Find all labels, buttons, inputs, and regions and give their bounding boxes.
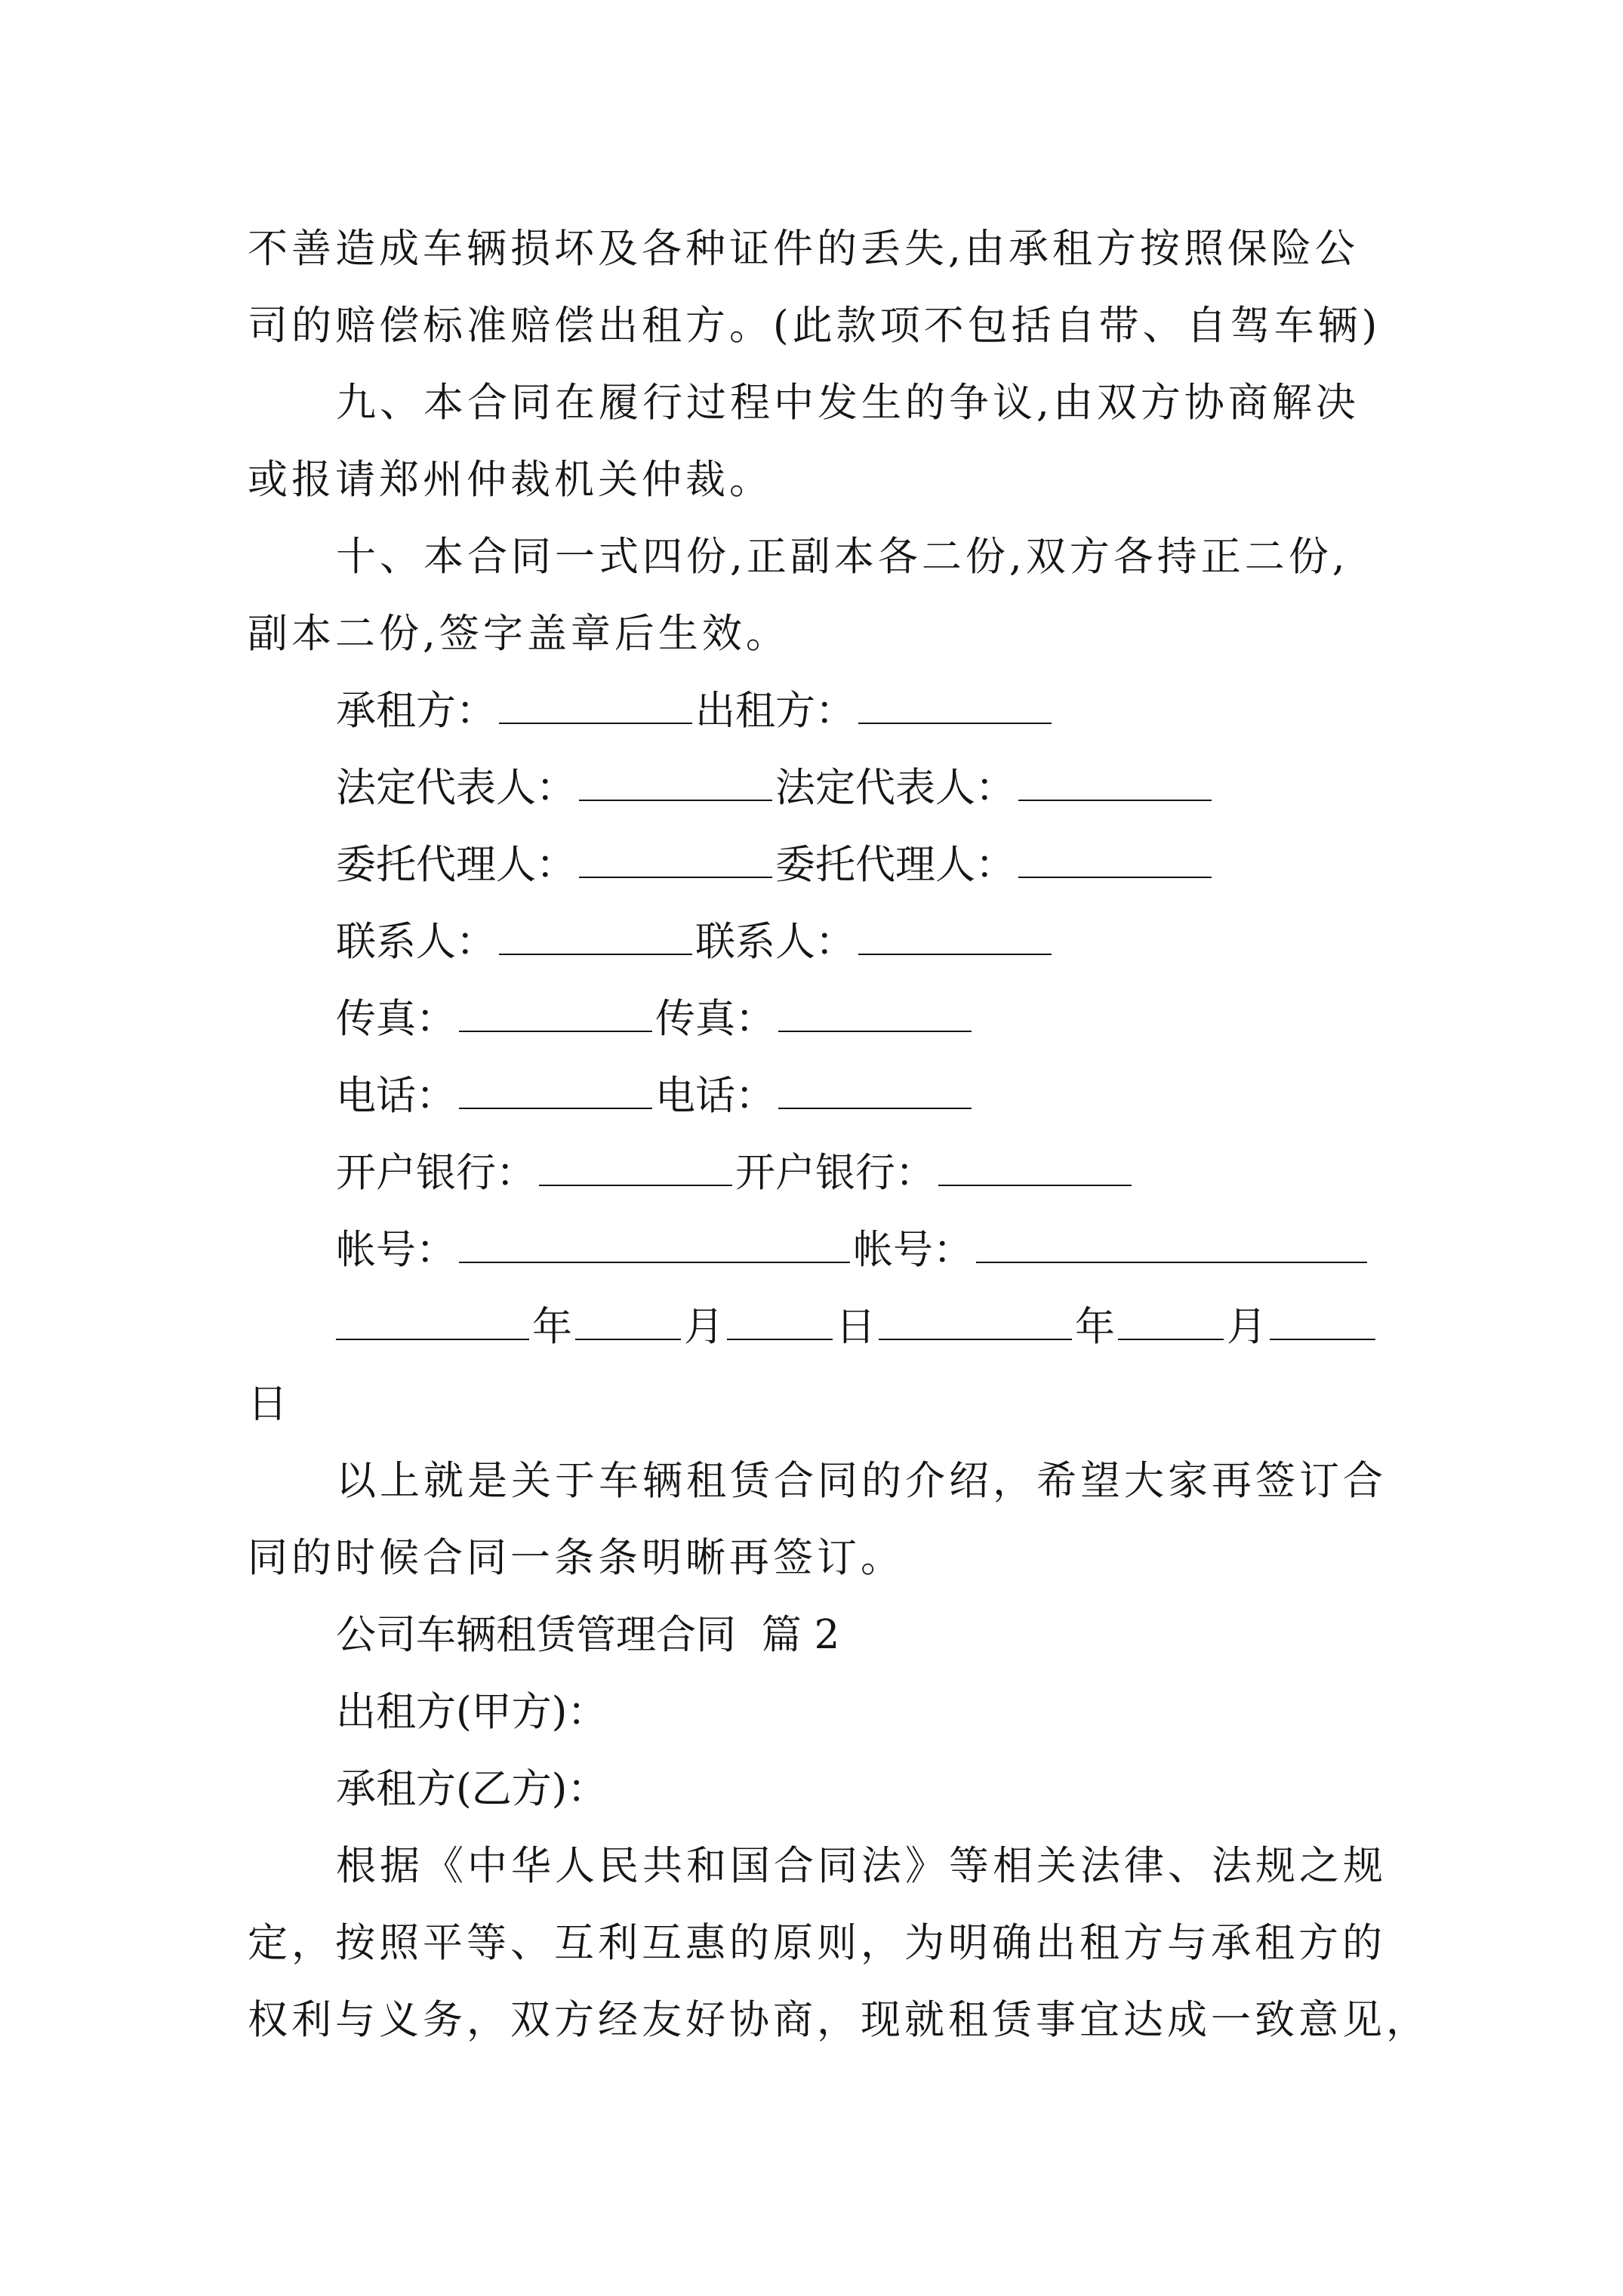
month-label: 月 [684,1304,724,1350]
account-label: 帐号： [853,1227,973,1273]
lessee-label: 承租方： [336,688,496,734]
fax-label: 传真： [336,996,456,1042]
section-title: 公司车辆租赁管理合同 篇 2 [336,1612,840,1658]
clause-nine-line: 或报请郑州仲裁机关仲裁。 [248,457,773,503]
month-label: 月 [1227,1304,1267,1350]
paragraph-line: 不善造成车辆损坏及各种证件的丢失,由承租方按照保险公 [248,226,1359,272]
account-label: 帐号： [336,1227,456,1273]
clause-ten-line: 十、本合同一式四份,正副本各二份,双方各持正二份, [336,534,1349,580]
signature-row-fax [336,989,975,1049]
contact-label: 联系人： [336,919,496,965]
closing-line: 以上就是关于车辆租赁合同的介绍，希望大家再签订合 [336,1458,1387,1504]
fax-blank[interactable] [778,990,972,1032]
contact-label: 联系人： [695,919,855,965]
legal-rep-blank[interactable] [579,759,772,801]
legal-rep-label: 法定代表人： [775,765,1015,811]
fax-blank[interactable] [459,990,652,1032]
bank-blank[interactable] [938,1144,1132,1186]
phone-label: 电话： [336,1073,456,1119]
agent-blank[interactable] [579,836,772,878]
year-blank[interactable] [336,1298,529,1340]
signature-row-account [336,1220,1370,1281]
agent-label: 委托代理人： [336,842,576,888]
contact-blank[interactable] [858,913,1052,955]
year-label: 年 [1075,1304,1115,1350]
contact-blank[interactable] [499,913,692,955]
legal-rep-label: 法定代表人： [336,765,576,811]
bank-label: 开户银行： [336,1150,536,1196]
signature-row-agent [336,835,1215,895]
phone-blank[interactable] [459,1067,652,1109]
signature-row-bank [336,1143,1135,1203]
fax-label: 传真： [655,996,775,1042]
intro-line: 根据《中华人民共和国合同法》等相关法律、法规之规 [336,1843,1387,1889]
signature-row-parties [336,681,1055,741]
day-label-wrap: 日 [248,1381,288,1427]
month-blank[interactable] [1118,1298,1224,1340]
lessee-blank[interactable] [499,682,692,724]
bank-blank[interactable] [539,1144,732,1186]
legal-rep-blank[interactable] [1018,759,1212,801]
lessor-label: 出租方： [695,688,855,734]
day-blank[interactable] [727,1298,833,1340]
paragraph-line: 司的赔偿标准赔偿出租方。(此款项不包括自带、自驾车辆) [248,303,1381,349]
intro-line: 定，按照平等、互利互惠的原则，为明确出租方与承租方的 [248,1920,1386,1966]
day-blank[interactable] [1270,1298,1375,1340]
clause-nine-line: 九、本合同在履行过程中发生的争议,由双方协商解决 [336,380,1360,426]
clause-ten-line: 副本二份,签字盖章后生效。 [248,611,790,657]
phone-blank[interactable] [778,1067,972,1109]
account-blank[interactable] [459,1221,850,1263]
signature-row-phone [336,1066,975,1126]
year-label: 年 [532,1304,572,1350]
lessee-party-label: 承租方(乙方)： [336,1766,608,1812]
year-blank[interactable] [879,1298,1072,1340]
account-blank[interactable] [976,1221,1367,1263]
intro-line: 权利与义务，双方经友好协商，现就租赁事宜达成一致意见， [248,1997,1430,2043]
signature-row-date [336,1297,1378,1358]
lessor-blank[interactable] [858,682,1052,724]
closing-line: 同的时候合同一条条明晰再签订。 [248,1535,904,1581]
day-label: 日 [836,1304,876,1350]
agent-label: 委托代理人： [775,842,1015,888]
lessor-party-label: 出租方(甲方)： [336,1689,608,1735]
bank-label: 开户银行： [735,1150,935,1196]
month-blank[interactable] [575,1298,681,1340]
signature-row-contact [336,912,1055,972]
agent-blank[interactable] [1018,836,1212,878]
signature-row-legal-rep [336,758,1215,818]
phone-label: 电话： [655,1073,775,1119]
